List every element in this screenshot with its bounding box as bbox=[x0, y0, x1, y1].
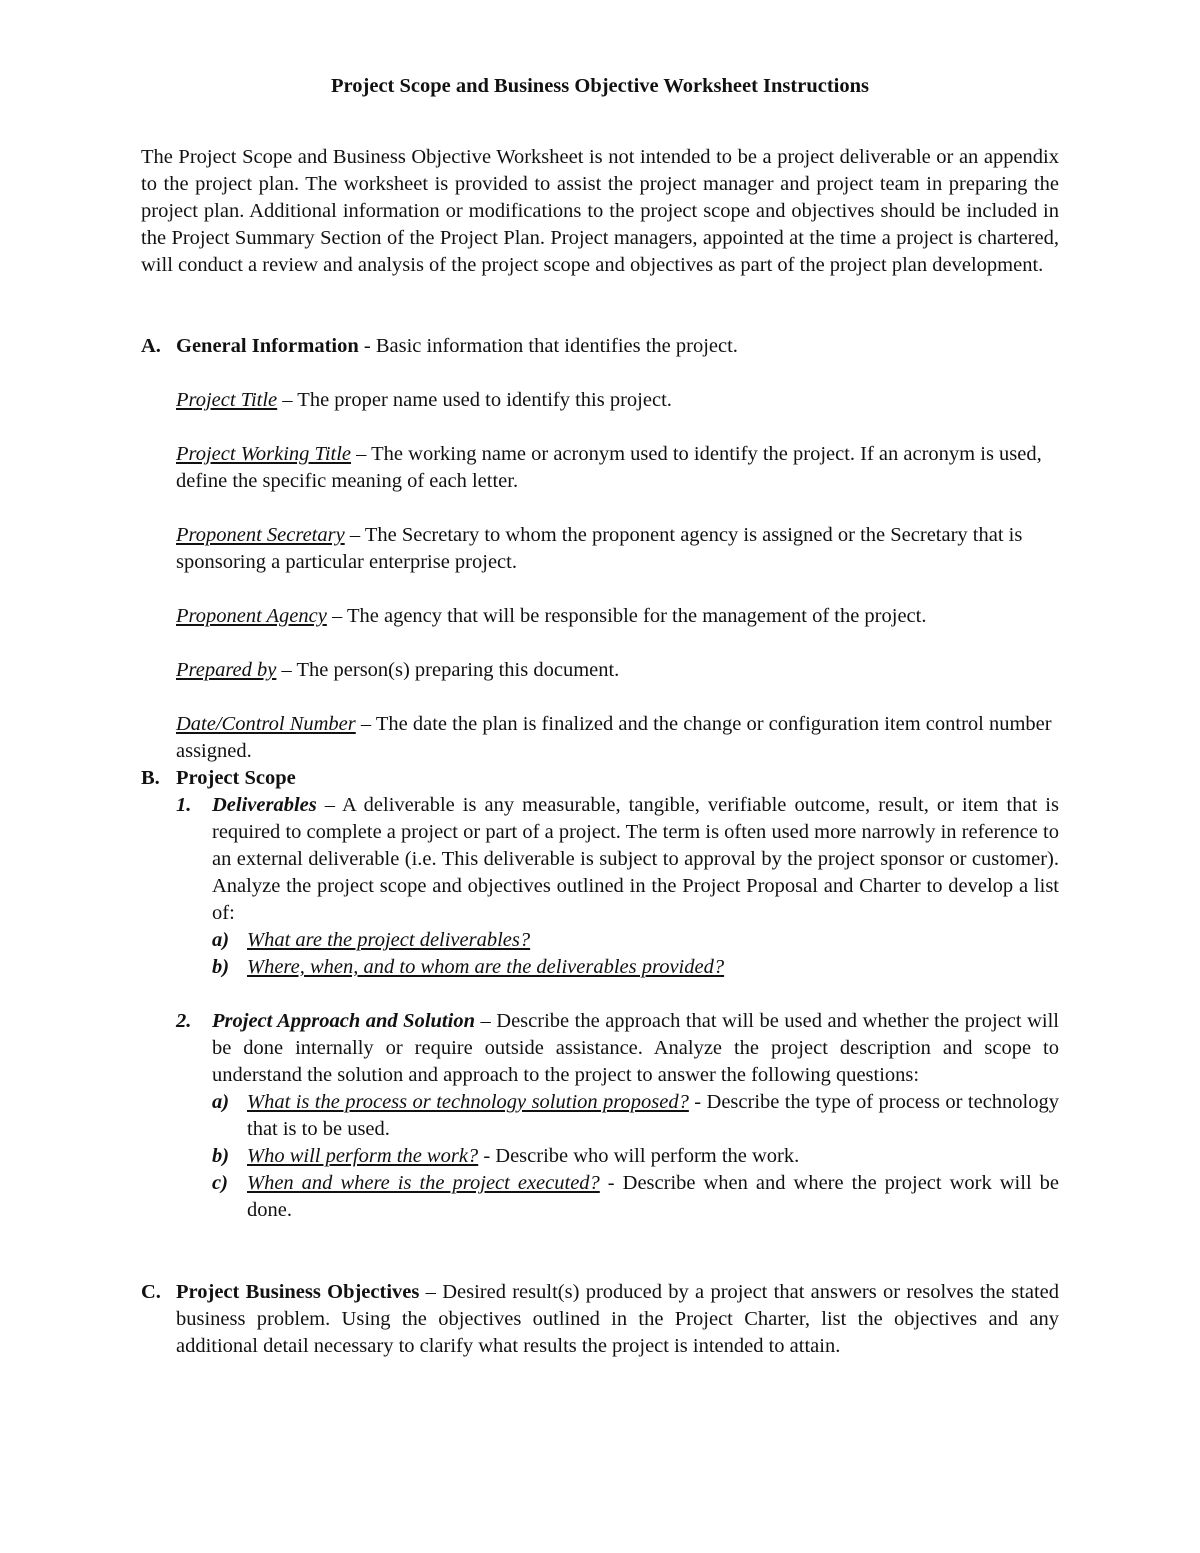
sub-item-question: Where, when, and to whom are the deliverables provided? bbox=[247, 956, 725, 978]
sub-item-question: Who will perform the work? bbox=[247, 1145, 479, 1167]
item-number: 1. bbox=[176, 794, 192, 816]
sub-item-text bbox=[247, 954, 1059, 981]
sub-item bbox=[212, 1170, 1059, 1224]
sub-item-desc: - Describe the type of process or technology that is to be used. bbox=[247, 1091, 1059, 1140]
sub-item-letter: b) bbox=[212, 956, 230, 978]
sub-item-text bbox=[247, 927, 1059, 954]
field-term: Proponent Agency bbox=[176, 605, 327, 627]
field-desc: – The working name or acronym used to identify the project. If an acronym is used, define the specific meaning of each letter. bbox=[176, 443, 1042, 492]
field-desc: – The Secretary to whom the proponent agency is assigned or the Secretary that is sponsoring a particular enterprise project. bbox=[176, 524, 1023, 573]
item-text bbox=[212, 792, 1059, 927]
field-term: Project Title bbox=[176, 389, 278, 411]
sub-item-question: What are the project deliverables? bbox=[247, 929, 531, 951]
spacer bbox=[176, 981, 1059, 1008]
section-letter: B. bbox=[141, 767, 160, 789]
section-project-scope bbox=[141, 765, 1059, 1224]
sub-item-question: When and where is the project executed? bbox=[247, 1172, 600, 1194]
field-project-working-title bbox=[176, 441, 1059, 495]
item-text bbox=[212, 1008, 1059, 1089]
section-title: Project Scope bbox=[176, 767, 296, 789]
field-desc: – The date the plan is finalized and the change or configuration item control number assigned. bbox=[176, 713, 1052, 762]
section-desc: - Basic information that identifies the project. bbox=[358, 335, 738, 357]
field-desc: – The person(s) preparing this document. bbox=[276, 659, 620, 681]
section-general-information bbox=[141, 333, 1059, 765]
section-letter: C. bbox=[141, 1281, 161, 1303]
field-term: Date/Control Number bbox=[176, 713, 356, 735]
field-term: Prepared by bbox=[176, 659, 277, 681]
field-term: Project Working Title bbox=[176, 443, 352, 465]
section-heading bbox=[176, 333, 1059, 360]
sub-item-desc: - Describe who will perform the work. bbox=[478, 1145, 800, 1167]
item-title: Deliverables bbox=[212, 794, 317, 816]
sub-item-question: What is the process or technology solution proposed? bbox=[247, 1091, 689, 1113]
field-date-control-number bbox=[176, 711, 1059, 765]
sub-item-text bbox=[247, 1170, 1059, 1224]
page-title: Project Scope and Business Objective Worksheet Instructions bbox=[331, 75, 869, 97]
field-desc: – The agency that will be responsible for the management of the project. bbox=[326, 605, 927, 627]
field-term: Proponent Secretary bbox=[176, 524, 345, 546]
item-number: 2. bbox=[176, 1010, 192, 1032]
item-desc: – A deliverable is any measurable, tangible, verifiable outcome, result, or item that is required to complete a project or part of a project. The term is often used more narrowly in reference to an external deliverable (i.e. This deliverable is subject to approval by the project sponsor or customer). Analyze the project scope and objectives outlined in the Project Proposal and Charter to develop a list of: bbox=[212, 794, 1059, 924]
section-letter: A. bbox=[141, 335, 161, 357]
scope-item-deliverables bbox=[176, 792, 1059, 981]
section-text bbox=[176, 1279, 1059, 1360]
sub-item-letter: a) bbox=[212, 929, 230, 951]
item-desc: – Describe the approach that will be used and whether the project will be done internally or require outside assistance. Analyze the project description and scope to understand the solution and approach to the project to answer the following questions: bbox=[212, 1010, 1059, 1086]
intro-paragraph: The Project Scope and Business Objective Worksheet is not intended to be a project deliverable or an appendix to the project plan. The worksheet is provided to assist the project manager and project team in preparing the project plan. Additional information or modifications to the project scope and objectives should be included in the Project Summary Section of the Project Plan. Project managers, appointed at the time a project is chartered, will conduct a review and analysis of the project scope and objectives as part of the project plan development. bbox=[141, 146, 1059, 276]
field-proponent-secretary bbox=[176, 522, 1059, 576]
sub-item bbox=[212, 1089, 1059, 1143]
field-project-title bbox=[176, 387, 1059, 414]
field-prepared-by bbox=[176, 657, 1059, 684]
section-desc: – Desired result(s) produced by a project that answers or resolves the stated business problem. Using the objectives outlined in the Project Charter, list the objectives and any additional detail necessary to clarify what results the project is intended to attain. bbox=[176, 1281, 1059, 1357]
field-proponent-agency bbox=[176, 603, 1059, 630]
sub-item-desc: - Describe when and where the project work will be done. bbox=[247, 1172, 1059, 1221]
item-title: Project Approach and Solution bbox=[212, 1010, 475, 1032]
sub-item-text bbox=[247, 1143, 1059, 1170]
sub-item-letter: c) bbox=[212, 1172, 228, 1194]
sub-item-letter: a) bbox=[212, 1091, 230, 1113]
sub-item-text bbox=[247, 1089, 1059, 1143]
scope-item-approach-solution bbox=[176, 1008, 1059, 1224]
section-business-objectives bbox=[141, 1279, 1059, 1360]
section-title: Project Business Objectives bbox=[176, 1281, 420, 1303]
sub-item bbox=[212, 1143, 1059, 1170]
field-desc: – The proper name used to identify this project. bbox=[277, 389, 672, 411]
sub-item bbox=[212, 954, 1059, 981]
section-title: General Information bbox=[176, 335, 359, 357]
sub-item-letter: b) bbox=[212, 1145, 230, 1167]
sub-item bbox=[212, 927, 1059, 954]
